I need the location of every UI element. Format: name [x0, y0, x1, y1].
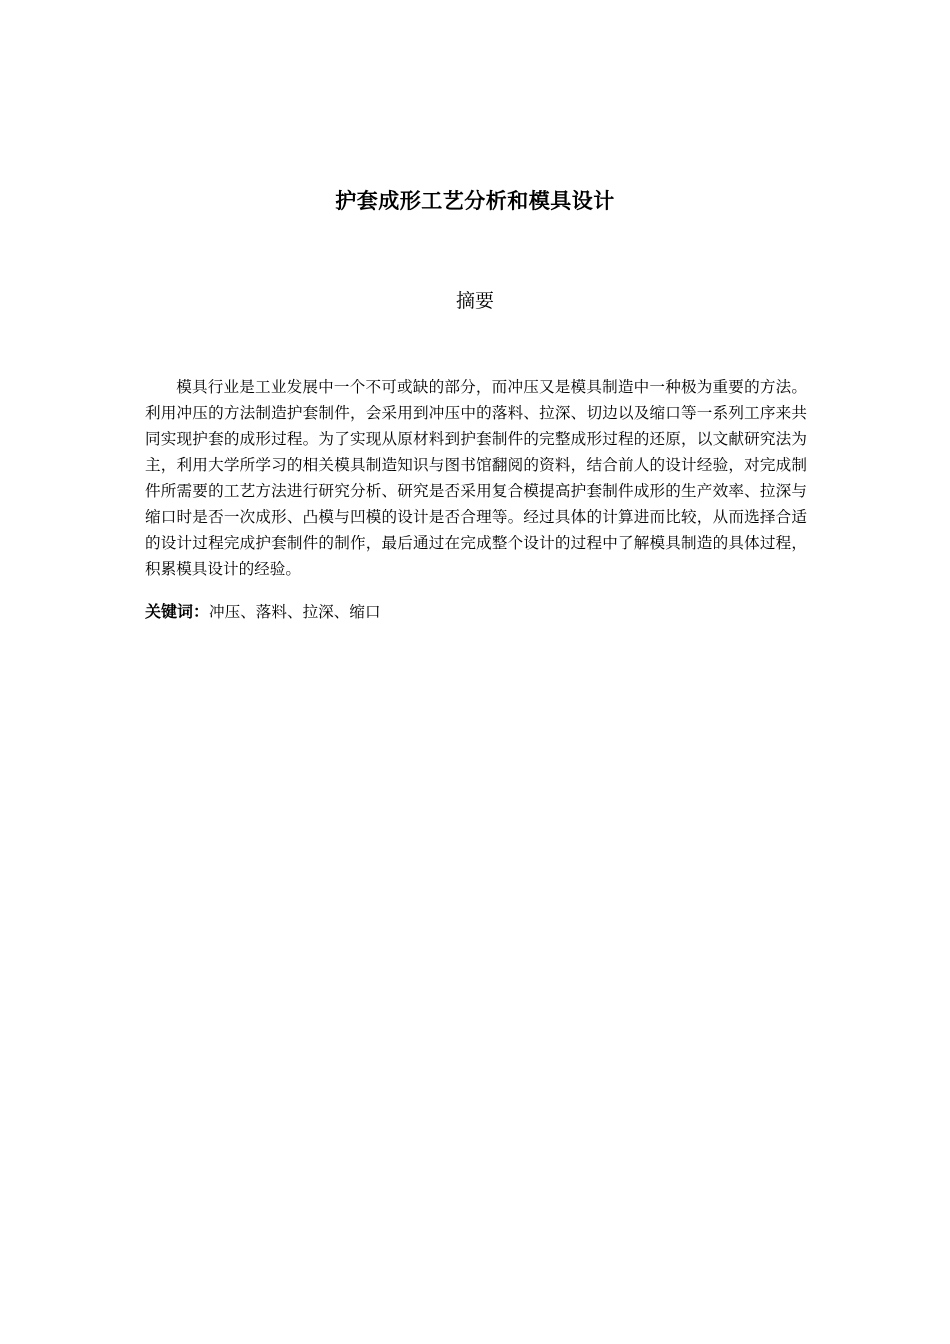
abstract-heading: 摘要 — [455, 290, 494, 312]
document-title: 护套成形工艺分析和模具设计 — [335, 189, 615, 213]
abstract-paragraph: 模具行业是工业发展中一个不可或缺的部分，而冲压又是模具制造中一种极为重要的方法。利用冲压的方法制造护套制件，会采用到冲压中的落料、拉深、切边以及缩口等一系列工序来共同实现护套的成形过程。为了实现从原材料到护套制件的完整成形过程的还原，以文献研究法为主，利用大学所学习的相关模具制造知识与图书馆翻阅的资料，结合前人的设计经验，对完成制件所需要的工艺方法进行研究分析、研究是否采用复合模提高护套制件成形的生产效率、拉深与缩口时是否一次成形、凸模与凹模的设计是否合理等。经过具体的计算进而比较，从而选择合适的设计过程完成护套制件的制作，最后通过在完成整个设计的过程中了解模具制造的具体过程，积累模具设计的经验。 — [145, 378, 807, 578]
keywords-line — [145, 599, 807, 625]
keywords-value: 冲压、落料、拉深、缩口 — [209, 603, 381, 621]
keywords-label: 关键词： — [145, 602, 210, 621]
